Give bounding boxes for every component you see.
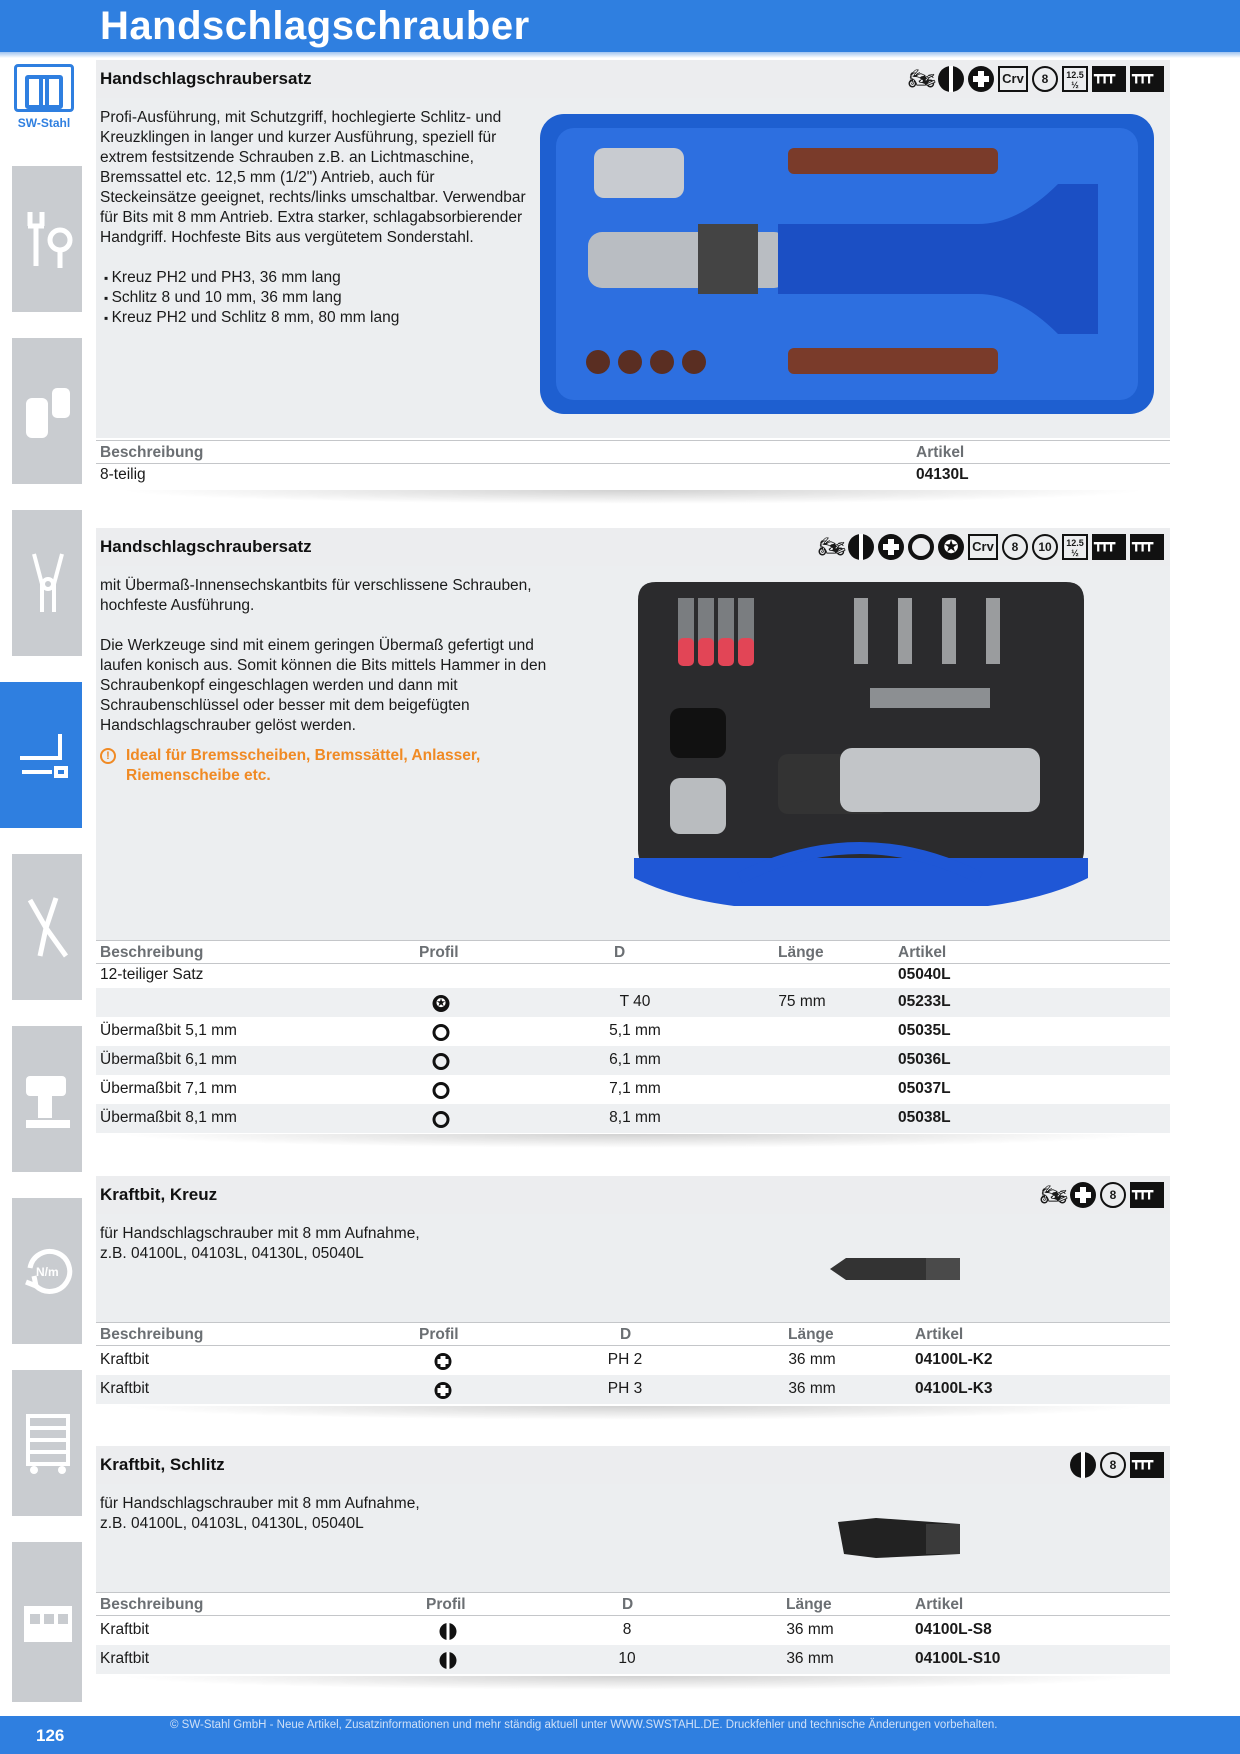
phillips-icon <box>968 66 994 92</box>
cell-artikel[interactable]: 05037L <box>898 1080 951 1097</box>
cell-d: PH 2 <box>607 1351 643 1368</box>
cell-d: 7,1 mm <box>609 1080 661 1097</box>
warning-icon: ! <box>100 748 116 764</box>
description-text: Profi-Ausführung, mit Schutzgriff, hochlegierte Schlitz- und Kreuzklingen in langer und kurzer Ausführung, speziell für extrem festsitzende Schrauben z.B. an Lichtmaschine, Bremssattel etc. 12,5 mm (1/2") Antrieb, auch für Steckeinsätze geeignet, rechts/links umschaltbar. Verwendbar für Bits mit 8 mm Antrieb. Extra starker, schlagabsorbierender Handgriff. Hochfeste Bits aus vergütetem Sonderstahl. <box>100 109 526 246</box>
cell-artikel[interactable]: 04130L <box>916 466 969 483</box>
sidebar-tab-plierwrench[interactable] <box>12 854 82 1000</box>
cell-beschreibung: 8-teilig <box>100 466 146 483</box>
table-row[interactable] <box>96 1046 1170 1075</box>
header-profil: Profil <box>419 1326 459 1343</box>
section-header <box>96 60 1170 98</box>
cell-artikel[interactable]: 04100L-K3 <box>915 1380 993 1397</box>
phillips-icon <box>878 534 904 560</box>
table-row[interactable] <box>96 464 1170 488</box>
tool-set-icon <box>1130 1452 1164 1478</box>
cell-beschreibung: Kraftbit <box>100 1351 150 1368</box>
svg-text:N/m: N/m <box>36 1265 59 1279</box>
table-row[interactable] <box>96 1346 1170 1375</box>
article-table <box>96 1592 1170 1674</box>
product-photo-bit-slotted <box>836 1516 966 1560</box>
header-artikel: Artikel <box>916 444 965 461</box>
table-row[interactable] <box>96 1075 1170 1104</box>
tool-set-icon <box>1130 534 1164 560</box>
cell-beschreibung: Übermaßbit 8,1 mm <box>100 1109 237 1126</box>
article-table <box>96 1322 1170 1404</box>
sidebar-tab-wrenches[interactable] <box>12 166 82 312</box>
drive-8-icon: 8 <box>1032 66 1058 92</box>
table-row[interactable] <box>96 1104 1170 1133</box>
cell-laenge: 75 mm <box>778 993 826 1010</box>
section-title: Kraftbit, Schlitz <box>100 1455 225 1474</box>
article-table <box>96 440 1170 488</box>
oversize-profile-icon <box>433 1082 450 1099</box>
cell-beschreibung: Übermaßbit 7,1 mm <box>100 1080 237 1097</box>
cell-d: 5,1 mm <box>609 1022 661 1039</box>
cell-laenge: 36 mm <box>786 1650 834 1667</box>
tool-set-icon <box>1130 66 1164 92</box>
cell-d: T 40 <box>619 993 651 1010</box>
section-power-bit-slotted <box>96 1446 1170 1696</box>
tool-set-icon <box>1092 534 1126 560</box>
table-row[interactable] <box>96 1616 1170 1645</box>
section-header <box>96 1446 1170 1484</box>
cell-laenge: 36 mm <box>788 1380 836 1397</box>
water-pump-pliers-icon <box>22 894 74 960</box>
section-body <box>96 566 1170 940</box>
slotted-icon <box>938 66 964 92</box>
cell-artikel[interactable]: 05040L <box>898 966 951 983</box>
section-shadow <box>116 1406 1150 1420</box>
slotted-icon <box>1070 1452 1096 1478</box>
header-laenge: Länge <box>778 944 824 961</box>
article-table <box>96 940 1170 1133</box>
header-beschreibung: Beschreibung <box>100 944 204 961</box>
cell-beschreibung: 12-teiliger Satz <box>100 966 204 983</box>
cell-d: 8,1 mm <box>609 1109 661 1126</box>
oversize-profile-icon <box>433 1024 450 1041</box>
description-line: z.B. 04100L, 04103L, 04130L, 05040L <box>100 1245 364 1262</box>
header-laenge: Länge <box>788 1326 834 1343</box>
cell-beschreibung: Kraftbit <box>100 1380 150 1397</box>
table-row[interactable] <box>96 988 1170 1017</box>
warning-note <box>100 746 570 786</box>
drive-10-icon: 10 <box>1032 534 1058 560</box>
cell-artikel[interactable]: 04100L-K2 <box>915 1351 993 1368</box>
header-profil: Profil <box>419 944 459 961</box>
cell-artikel[interactable]: 05038L <box>898 1109 951 1126</box>
cell-d: 6,1 mm <box>609 1051 661 1068</box>
sidebar-tab-workshop-trolley[interactable] <box>12 1370 82 1516</box>
phillips-profile-icon <box>435 1353 452 1370</box>
motorcycle-icon <box>818 534 844 560</box>
sidebar-tab-pliers[interactable] <box>12 338 82 484</box>
drive-8-icon: 8 <box>1100 1452 1126 1478</box>
sidebar-tab-power-tools[interactable] <box>12 1026 82 1172</box>
header-beschreibung: Beschreibung <box>100 1326 204 1343</box>
cell-artikel[interactable]: 04100L-S8 <box>915 1621 992 1638</box>
product-description <box>100 1224 600 1264</box>
table-header <box>96 1592 1170 1616</box>
description-text-2: Die Werkzeuge sind mit einem geringen Übermaß gefertigt und laufen konisch aus. Somit können die Bits mittels Hammer in den Schraubenkopf eingeschlagen werden und dann mit Schraubenschlüssel oder besser mit dem beigefügten Handschlagschrauber gelöst werden. <box>100 637 547 734</box>
product-photo-case-blue <box>538 112 1156 416</box>
impact-wrench-icon <box>22 1066 74 1132</box>
table-row[interactable] <box>96 964 1170 988</box>
description-text: mit Übermaß-Innensechskantbits für verschlissene Schrauben, hochfeste Ausführung. <box>100 577 532 614</box>
feature-item: ▪ Schlitz 8 und 10 mm, 36 mm lang <box>100 288 530 308</box>
header-d: D <box>622 1596 634 1613</box>
cell-artikel[interactable]: 04100L-S10 <box>915 1650 1001 1667</box>
cell-artikel[interactable]: 05035L <box>898 1022 951 1039</box>
warning-text: Ideal für Bremsscheiben, Bremssättel, Anlasser, Riemenscheibe etc. <box>126 747 481 784</box>
wrench-icon <box>22 206 74 272</box>
section-title: Handschlagschraubersatz <box>100 537 312 556</box>
drive-half-inch-icon: 12.5 ½ <box>1062 66 1088 92</box>
footer-copyright: © SW-Stahl GmbH - Neue Artikel, Zusatzinformationen und mehr ständig aktuell unter WWW.SWSTAHL.DE. Druckfehler und technische Änderungen vorbehalten. <box>170 1719 998 1731</box>
description-line: für Handschlagschrauber mit 8 mm Aufnahme, <box>100 1495 420 1512</box>
table-header <box>96 1322 1170 1346</box>
cell-artikel[interactable]: 05036L <box>898 1051 951 1068</box>
section-impact-driver-set <box>96 60 1170 510</box>
header-beschreibung: Beschreibung <box>100 1596 204 1613</box>
cell-beschreibung: Übermaßbit 6,1 mm <box>100 1051 237 1068</box>
header-d: D <box>620 1326 632 1343</box>
drive-half-inch-icon: 12.5 ½ <box>1062 534 1088 560</box>
drive-8-icon: 8 <box>1002 534 1028 560</box>
section-header <box>96 528 1170 566</box>
workshop-icon <box>22 1582 74 1648</box>
section-shadow <box>116 490 1150 504</box>
header-profil: Profil <box>426 1596 466 1613</box>
feature-icons <box>908 66 1164 92</box>
product-photo-case-foam <box>630 578 1092 936</box>
logo-label: SW-Stahl <box>17 116 71 130</box>
phillips-icon <box>1070 1182 1096 1208</box>
phillips-profile-icon <box>435 1382 452 1399</box>
pliers-icon <box>22 550 74 616</box>
trolley-icon <box>22 1410 74 1476</box>
sidebar-tab-screwdrivers[interactable] <box>0 682 82 828</box>
table-header <box>96 940 1170 964</box>
feature-list <box>100 268 530 328</box>
cell-d: 8 <box>622 1621 632 1638</box>
cell-beschreibung: Kraftbit <box>100 1621 150 1638</box>
section-title: Handschlagschraubersatz <box>100 69 312 88</box>
torx-icon <box>938 534 964 560</box>
motorcycle-icon <box>908 66 934 92</box>
product-photo-bit-phillips <box>826 1252 966 1286</box>
section-shadow <box>116 1676 1150 1690</box>
torque-icon <box>22 1238 74 1304</box>
slotted-profile-icon <box>440 1652 457 1669</box>
crv-icon: Crv <box>968 534 998 560</box>
header-d: D <box>614 944 626 961</box>
table-row[interactable] <box>96 1645 1170 1674</box>
slotted-icon <box>848 534 874 560</box>
cell-laenge: 36 mm <box>786 1621 834 1638</box>
section-shadow <box>116 1134 1150 1148</box>
drive-8-icon: 8 <box>1100 1182 1126 1208</box>
tool-set-icon <box>1092 66 1126 92</box>
feature-item: ▪ Kreuz PH2 und PH3, 36 mm lang <box>100 268 530 288</box>
oversize-profile-icon <box>433 1111 450 1128</box>
torx-profile-icon <box>433 995 450 1012</box>
table-row[interactable] <box>96 1017 1170 1046</box>
section-header <box>96 1176 1170 1214</box>
sidebar-tab-cutters[interactable] <box>12 510 82 656</box>
tool-set-icon <box>1130 1182 1164 1208</box>
page-number: 126 <box>36 1726 65 1745</box>
section-power-bit-phillips <box>96 1176 1170 1426</box>
slotted-profile-icon <box>440 1623 457 1640</box>
sw-stahl-logo <box>12 64 76 134</box>
section-body <box>96 98 1170 438</box>
hex-key-icon <box>16 722 68 788</box>
section-body <box>96 1214 1170 1322</box>
product-description <box>100 1494 600 1534</box>
product-description <box>100 108 530 328</box>
oversize-profile-icon <box>433 1053 450 1070</box>
socket-icon <box>22 378 74 444</box>
feature-item: ▪ Kreuz PH2 und Schlitz 8 mm, 80 mm lang <box>100 308 530 328</box>
section-body <box>96 1484 1170 1592</box>
page-title: Handschlagschrauber <box>100 4 530 48</box>
sidebar-tab-torque[interactable] <box>12 1198 82 1344</box>
logo-mark <box>14 64 74 112</box>
header-artikel: Artikel <box>898 944 947 961</box>
page-footer <box>0 1716 1240 1754</box>
product-description <box>100 576 570 756</box>
description-line: für Handschlagschrauber mit 8 mm Aufnahme, <box>100 1225 420 1242</box>
motorcycle-icon <box>1040 1182 1066 1208</box>
cell-d: PH 3 <box>607 1380 643 1397</box>
cell-d: 10 <box>618 1650 636 1667</box>
crv-icon: Crv <box>998 66 1028 92</box>
cell-artikel[interactable]: 05233L <box>898 993 951 1010</box>
feature-icons <box>1070 1452 1164 1478</box>
header-artikel: Artikel <box>915 1326 964 1343</box>
table-header <box>96 440 1170 464</box>
description-line: z.B. 04100L, 04103L, 04130L, 05040L <box>100 1515 364 1532</box>
header-beschreibung: Beschreibung <box>100 444 204 461</box>
feature-icons <box>818 534 1164 560</box>
section-title: Kraftbit, Kreuz <box>100 1185 218 1204</box>
sidebar-tab-workshop[interactable] <box>12 1542 82 1702</box>
cell-beschreibung: Übermaßbit 5,1 mm <box>100 1022 237 1039</box>
table-row[interactable] <box>96 1375 1170 1404</box>
cell-laenge: 36 mm <box>788 1351 836 1368</box>
section-oversize-bit-set <box>96 528 1170 1146</box>
header-laenge: Länge <box>786 1596 832 1613</box>
page-header <box>0 0 1240 52</box>
hex-oversize-icon <box>908 534 934 560</box>
cell-beschreibung: Kraftbit <box>100 1650 150 1667</box>
header-artikel: Artikel <box>915 1596 964 1613</box>
feature-icons <box>1040 1182 1164 1208</box>
